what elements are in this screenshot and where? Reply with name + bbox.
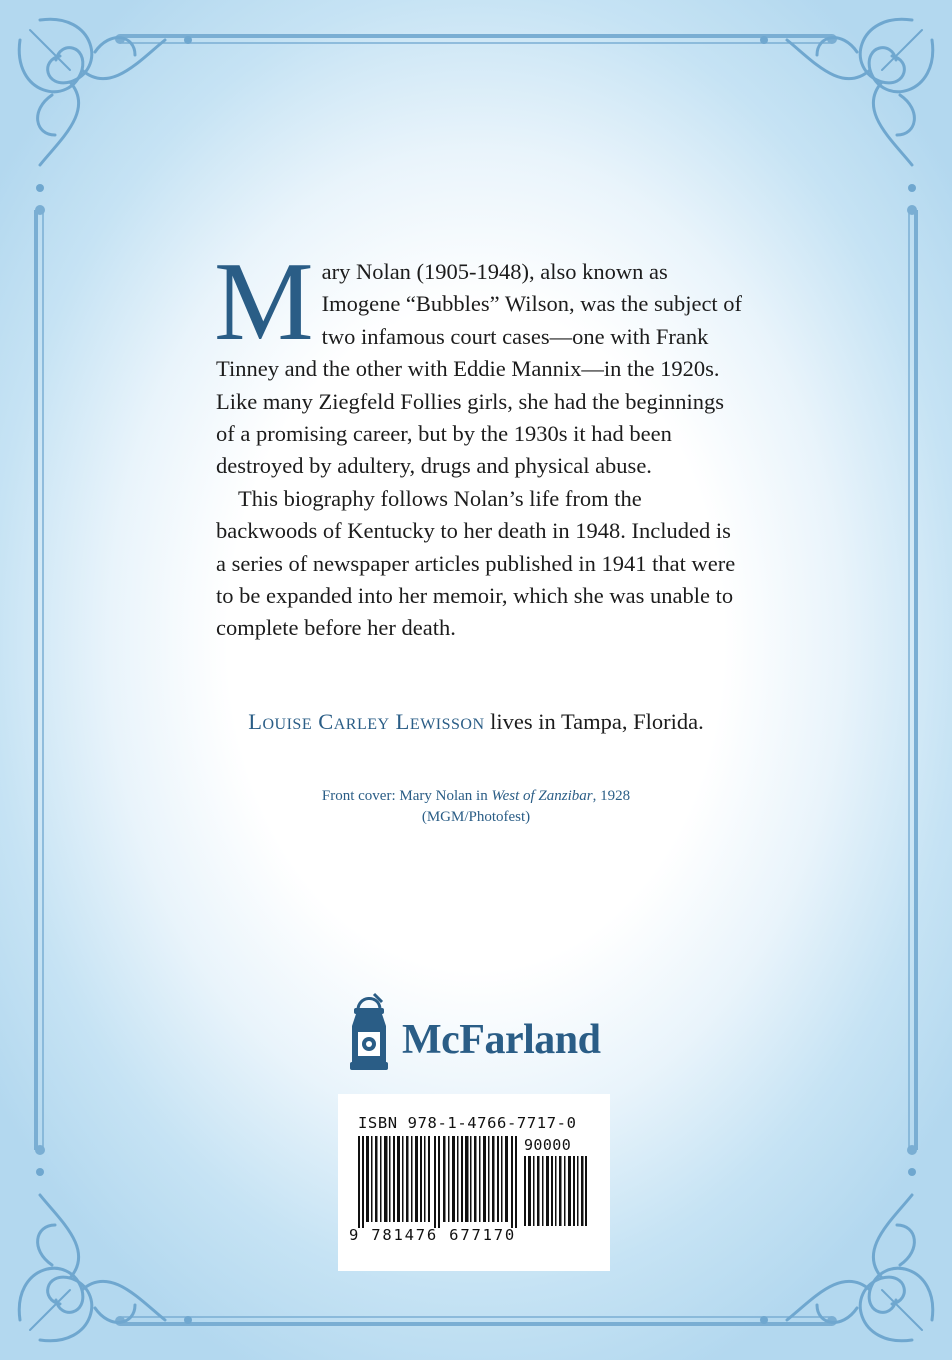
cover-credit-line-1 [0,786,952,807]
addon-barcode [524,1156,588,1226]
price-addon-digits: 90000 [524,1136,572,1154]
blurb [214,240,746,645]
ean-barcode [358,1136,518,1228]
publisher-logo [344,988,614,1080]
blurb-paragraph-1-text: ary Nolan (1905-1948), also known as Imogene “Bubbles” Wilson, was the subject of two infamous court cases—one with Frank Tinney and the other with Eddie Mannix—in the 1920s. Like many Ziegfeld Follies girls, she had the beginnings of a promising career, but by the 1930s it had been destroyed by adultery, drugs and physical abuse. [216,259,743,479]
corner-ornament-top-right [760,19,933,192]
blurb-paragraph-1 [214,240,746,483]
author-name: Louise Carley Lewisson [248,709,485,734]
corner-ornament-bottom-right [760,1168,933,1341]
author-bio-text: lives in Tampa, Florida. [490,709,704,734]
ean-digits: 9 781476 677170 [349,1226,516,1244]
blurb-paragraph-2: This biography follows Nolan’s life from the backwoods of Kentucky to her death in 1948. Included is a series of newspaper articles published in 1941 that were to be expanded into her memoir, which she was unable to complete before her death. [216,485,736,641]
publisher-name: McFarland [402,1017,601,1063]
drop-cap: M [214,240,314,364]
cover-credit-film: West of Zanzibar [491,788,593,804]
cover-credit-prefix: Front cover: Mary Nolan in [321,788,488,804]
author-bio [0,709,952,735]
lantern-icon [344,988,394,1080]
corner-ornament-bottom-left [19,1168,192,1341]
isbn-label: ISBN 978-1-4766-7717-0 [358,1114,577,1132]
cover-credit [0,786,952,828]
barcode-box [338,1094,610,1271]
cover-credit-year: , 1928 [592,788,631,804]
cover-credit-source: (MGM/Photofest) [421,809,531,825]
corner-ornament-top-left [19,19,192,192]
